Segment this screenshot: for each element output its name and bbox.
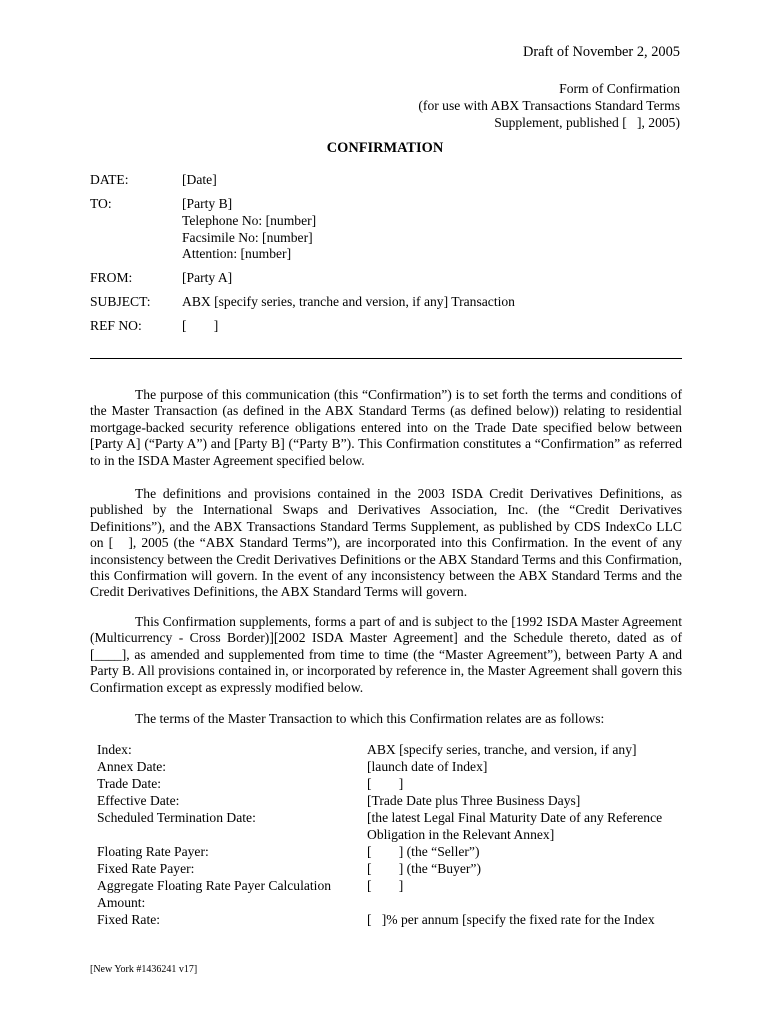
to-line: [Party B] [182, 196, 233, 211]
term-label: Index: [97, 742, 132, 757]
form-line: Supplement, published [ ], 2005) [494, 115, 680, 130]
term-value: [ ] [367, 776, 404, 791]
date-value: [Date] [182, 172, 217, 187]
form-of-confirmation-note [418, 80, 680, 131]
term-value: [ ] (the “Seller”) [367, 844, 480, 859]
term-value: [ ] [367, 878, 404, 893]
term-value: [launch date of Index] [367, 759, 488, 774]
form-line: (for use with ABX Transactions Standard Terms [418, 98, 680, 113]
ref-label: REF NO: [90, 318, 142, 333]
term-label: Floating Rate Payer: [97, 844, 209, 859]
term-value: [ ] (the “Buyer”) [367, 861, 481, 876]
draft-date: Draft of November 2, 2005 [522, 44, 680, 60]
term-value: [ ]% per annum [specify the fixed rate for the Index [367, 912, 655, 927]
subject-value: ABX [specify series, tranche and version, if any] Transaction [182, 294, 515, 309]
to-value [182, 196, 316, 263]
term-label: Annex Date: [97, 759, 167, 774]
paragraph-definitions: The definitions and provisions contained in the 2003 ISDA Credit Derivatives Definitions, as published by the International Swaps and Derivatives Association, Inc. (the “Credit Derivatives Definitions”), and the ABX Transactions Standard Terms Supplement, as published by CDS IndexCo LLC on [ ], 2005 (the “ABX Standard Terms”), are incorporated into this Confirmation. In the event of any inconsistency between the Credit Derivatives Definitions or the ABX Standard Terms and this Confirmation, this Confirmation will govern. In the event of any inconsistency between the ABX Standard Terms and the Credit Derivatives Definitions, the ABX Standard Terms will govern. [90, 486, 682, 600]
to-label: TO: [90, 196, 112, 211]
term-value: [the latest Legal Final Maturity Date of any Reference Obligation in the Relevant Annex] [367, 810, 663, 842]
paragraph-master-agreement: This Confirmation supplements, forms a part of and is subject to the [1992 ISDA Master Agreement (Multicurrency - Cross Border)][2002 ISDA Master Agreement] and the Schedule thereto, dated as of [____], as amended and supplemented from time to time (the “Master Agreement”), between Party A and Party B. All provisions contained in, or incorporated by reference in, the Master Agreement shall govern this Confirmation except as expressly modified below. [90, 614, 682, 695]
term-label: Trade Date: [97, 776, 162, 791]
to-line: Telephone No: [number] [182, 212, 317, 228]
term-value: [Trade Date plus Three Business Days] [367, 793, 581, 808]
term-value: ABX [specify series, tranche, and version, if any] [367, 742, 637, 757]
to-line: Facsimile No: [number] [182, 229, 313, 245]
document-title: CONFIRMATION [326, 140, 444, 156]
term-label: Effective Date: [97, 793, 180, 808]
horizontal-rule [90, 358, 682, 359]
from-label: FROM: [90, 270, 133, 285]
document-footer: [New York #1436241 v17] [90, 964, 198, 975]
paragraph-terms-intro: The terms of the Master Transaction to which this Confirmation relates are as follows: [135, 711, 605, 726]
date-label: DATE: [90, 172, 129, 187]
from-value: [Party A] [182, 270, 233, 285]
term-label: Aggregate Floating Rate Payer Calculation Amount: [97, 878, 332, 910]
subject-label: SUBJECT: [90, 294, 151, 309]
term-label: Fixed Rate Payer: [97, 861, 195, 876]
term-label: Fixed Rate: [97, 912, 161, 927]
form-line: Form of Confirmation [559, 81, 680, 96]
ref-value: [ ] [182, 318, 219, 333]
to-line: Attention: [number] [182, 246, 292, 262]
term-label: Scheduled Termination Date: [97, 810, 256, 825]
paragraph-purpose: The purpose of this communication (this “Confirmation”) is to set forth the terms and conditions of the Master Transaction (as defined in the ABX Standard Terms (as defined below)) relating to residential mortgage-backed security reference obligations entered into on the Trade Date specified below between [Party A] (“Party A”) and [Party B] (“Party B”). This Confirmation constitutes a “Confirmation” as referred to in the ISDA Master Agreement specified below. [90, 387, 682, 468]
